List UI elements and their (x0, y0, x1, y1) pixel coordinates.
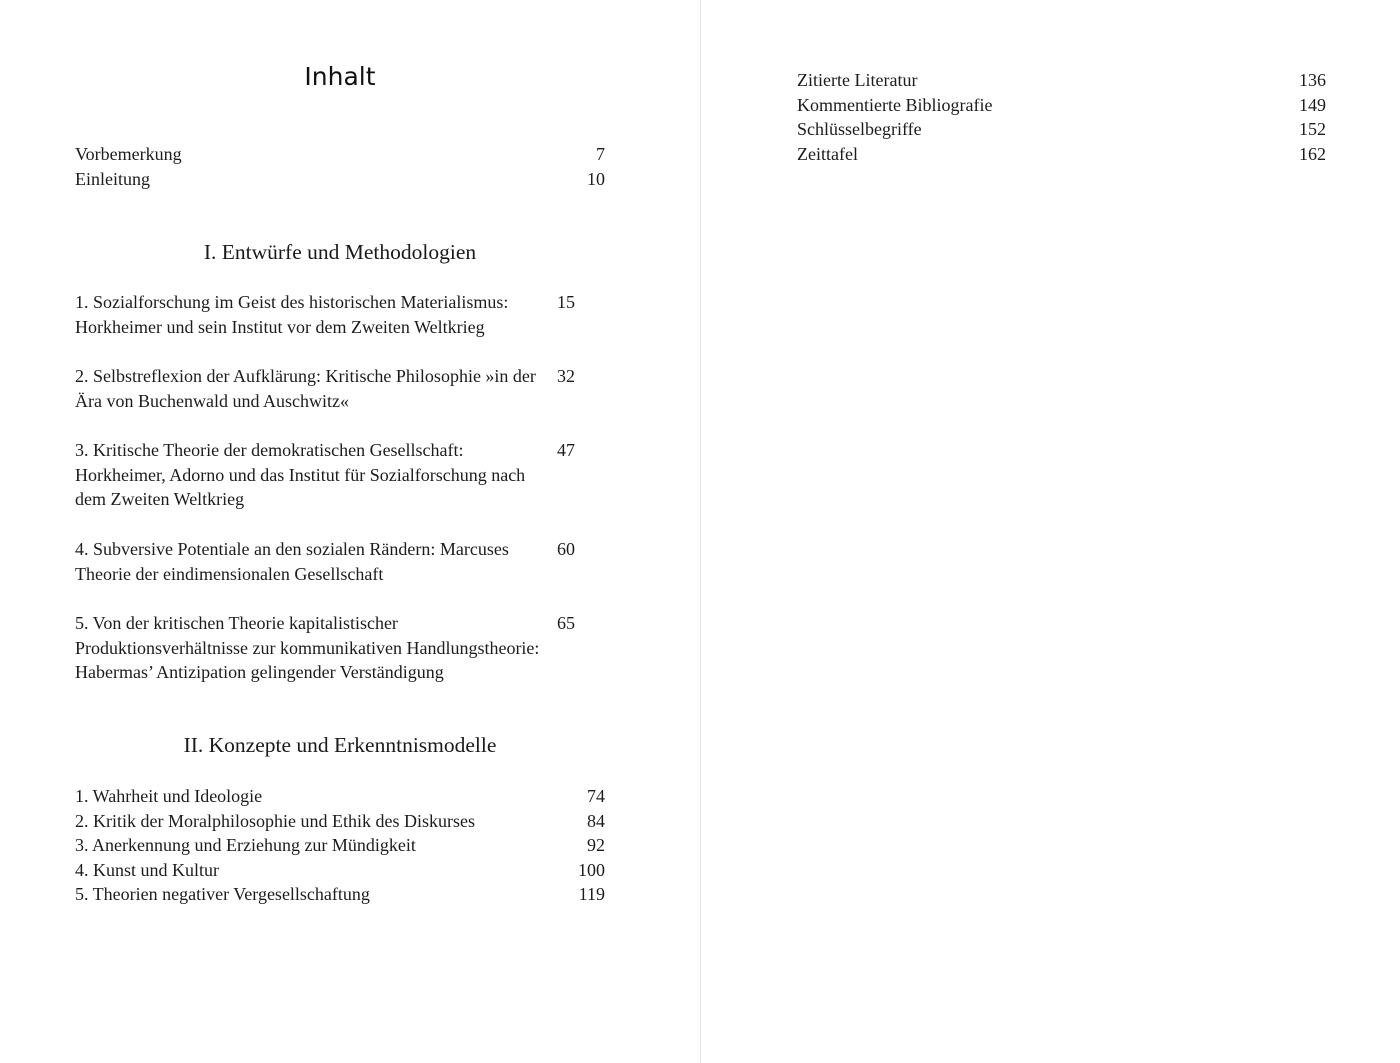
toc-entry-label: 3. Kritische Theorie der demokratischen Gesellschaft: Horkheimer, Adorno und das Institut für Sozialforschung nach dem Zweiten Weltkrieg (75, 440, 526, 510)
page-gutter (700, 0, 701, 1063)
toc-entry-page: 15 (557, 292, 575, 312)
toc-entry-1-3[interactable] (75, 438, 605, 512)
toc-entry-2-2[interactable] (75, 809, 605, 834)
toc-entry-label: Kommentierte Bibliografie (797, 94, 993, 115)
toc-entry-kommentierte-bibliografie[interactable] (797, 93, 1326, 118)
toc-entry-label: 1. Wahrheit und Ideologie (75, 786, 263, 806)
toc-entry-page: 47 (557, 440, 575, 460)
toc-entry-schluesselbegriffe[interactable] (797, 117, 1326, 142)
back-matter-list (797, 68, 1326, 166)
toc-entry-page: 100 (578, 859, 605, 880)
toc-entry-page: 74 (587, 786, 605, 806)
toc-entry-label: Vorbemerkung (75, 144, 182, 164)
toc-entry-2-4[interactable] (75, 858, 605, 883)
toc-entry-1-5[interactable] (75, 611, 605, 685)
toc-entry-1-1[interactable] (75, 290, 605, 339)
front-matter-list (75, 142, 605, 191)
toc-entry-page: 7 (596, 144, 605, 164)
toc-entry-vorbemerkung[interactable] (75, 142, 605, 167)
toc-entry-page: 149 (1299, 94, 1326, 115)
toc-entry-zitierte-literatur[interactable] (797, 68, 1326, 93)
toc-entry-label: 5. Theorien negativer Vergesellschaftung (75, 884, 370, 905)
toc-entry-einleitung[interactable] (75, 167, 605, 192)
toc-entry-label: 2. Selbstreflexion der Aufklärung: Kritische Philosophie »in der Ära von Buchenwald und Auschwitz« (75, 366, 536, 411)
toc-entry-2-5[interactable] (75, 882, 605, 907)
toc-entry-page: 92 (587, 835, 605, 856)
toc-entry-label: 4. Kunst und Kultur (75, 859, 219, 880)
toc-entry-2-3[interactable] (75, 833, 605, 858)
toc-entry-label: Schlüsselbegriffe (797, 119, 922, 140)
toc-entry-label: Zitierte Literatur (797, 70, 918, 90)
toc-entry-label: 1. Sozialforschung im Geist des historischen Materialismus: Horkheimer und sein Institut vor dem Zweiten Weltkrieg (75, 292, 509, 337)
toc-entry-label: 2. Kritik der Moralphilosophie und Ethik des Diskurses (75, 810, 475, 831)
toc-entry-page: 162 (1299, 143, 1326, 164)
toc-entry-label: 4. Subversive Potentiale an den sozialen Rändern: Marcuses Theorie der eindimensionalen Gesellschaft (75, 539, 509, 584)
toc-entry-label: 5. Von der kritischen Theorie kapitalistischer Produktionsverhältnisse zur kommunikativen Handlungstheorie: Habermas’ Antizipation gelingender Verständigung (75, 613, 540, 683)
toc-entry-page: 84 (587, 810, 605, 831)
toc-entry-page: 119 (578, 884, 605, 905)
toc-entry-page: 60 (557, 539, 575, 559)
toc-entry-label: 3. Anerkennung und Erziehung zur Mündigkeit (75, 835, 416, 856)
toc-entry-1-2[interactable] (75, 364, 605, 413)
toc-entry-2-1[interactable] (75, 784, 605, 809)
toc-entry-page: 152 (1299, 119, 1326, 140)
toc-entry-page: 32 (557, 366, 575, 386)
section-2-list (75, 784, 605, 907)
toc-entry-page: 136 (1299, 70, 1326, 90)
toc-entry-label: Zeittafel (797, 143, 858, 164)
toc-entry-page: 65 (557, 613, 575, 633)
toc-entry-page: 10 (587, 168, 605, 189)
toc-entry-1-4[interactable] (75, 537, 605, 586)
toc-entry-zeittafel[interactable] (797, 142, 1326, 167)
section-heading-2: II. Konzepte und Erkenntnismodelle (183, 733, 497, 757)
section-heading-1: I. Entwürfe und Methodologien (203, 240, 477, 264)
toc-entry-label: Einleitung (75, 168, 150, 189)
page-title: Inhalt (304, 62, 376, 91)
